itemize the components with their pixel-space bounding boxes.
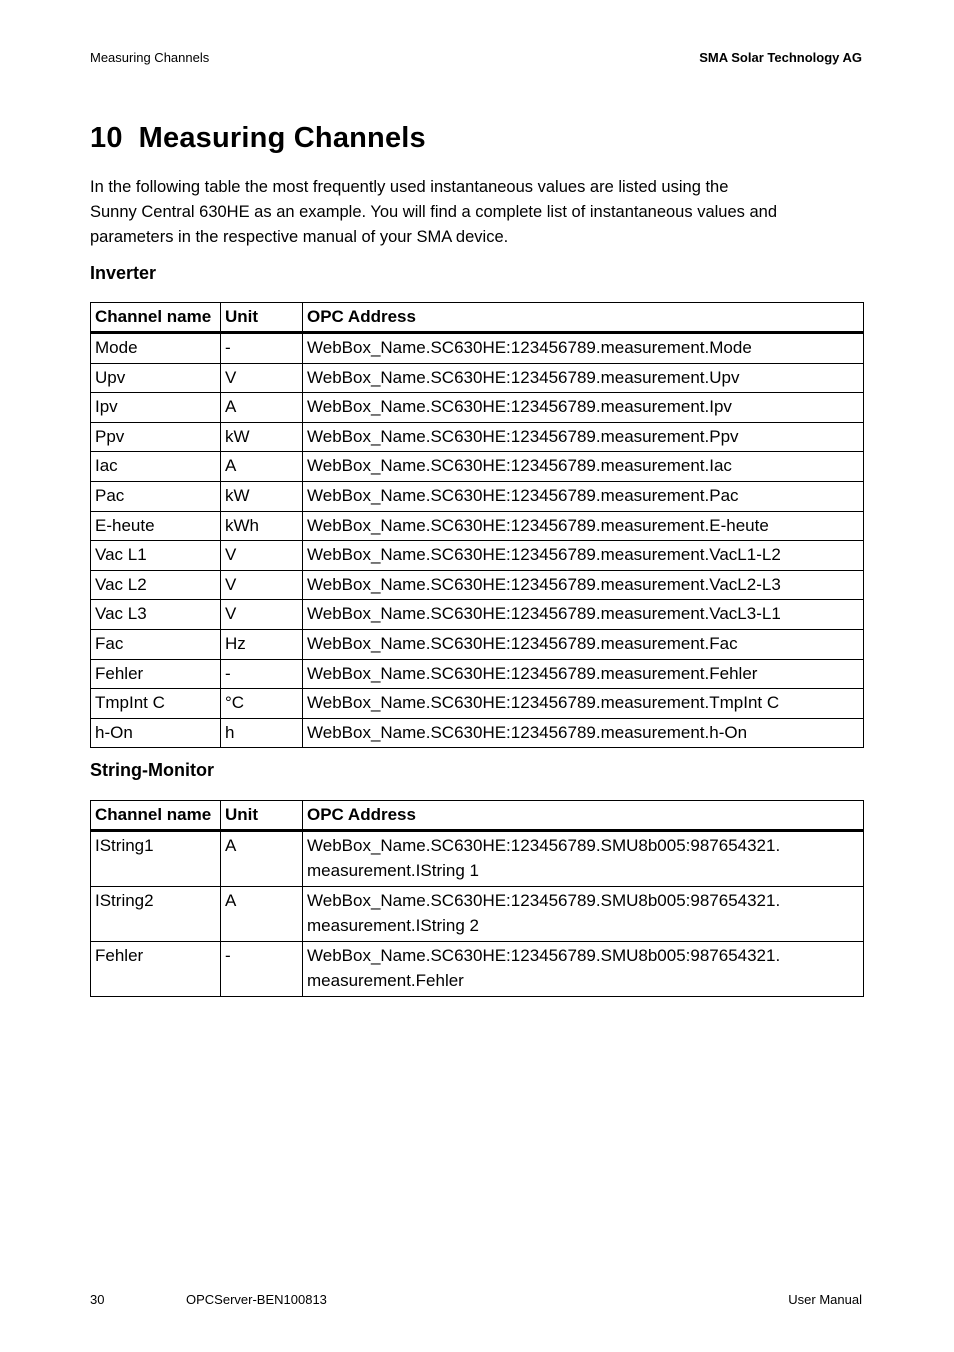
channel-name-cell: Ppv: [91, 422, 221, 452]
table-row: [91, 600, 864, 630]
unit-cell: Hz: [221, 629, 303, 659]
unit-cell: -: [221, 659, 303, 689]
opc-address-cell: WebBox_Name.SC630HE:123456789.measurement.h-On: [303, 718, 864, 748]
intro-line-1: In the following table the most frequently used instantaneous values are listed using the: [90, 178, 729, 196]
unit-cell: -: [221, 333, 303, 364]
unit-cell: V: [221, 570, 303, 600]
unit-cell: -: [221, 942, 303, 997]
opc-address-cell: WebBox_Name.SC630HE:123456789.measurement.VacL3-L1: [303, 600, 864, 630]
opc-address-line: measurement.IString 2: [307, 916, 479, 935]
unit-cell: V: [221, 600, 303, 630]
intro-line-2: Sunny Central 630HE as an example. You will find a complete list of instantaneous values and: [90, 203, 778, 221]
channel-name-cell: TmpInt C: [91, 689, 221, 719]
opc-address-cell: [303, 887, 864, 942]
unit-cell: kWh: [221, 511, 303, 541]
table-row: [91, 511, 864, 541]
opc-address-cell: WebBox_Name.SC630HE:123456789.measurement.Iac: [303, 452, 864, 482]
string-monitor-section-title: String-Monitor: [90, 760, 214, 780]
opc-address-cell: [303, 942, 864, 997]
channel-name-cell: Upv: [91, 363, 221, 393]
opc-address-cell: WebBox_Name.SC630HE:123456789.measurement.TmpInt C: [303, 689, 864, 719]
unit-cell: kW: [221, 422, 303, 452]
opc-address-cell: WebBox_Name.SC630HE:123456789.measurement.E-heute: [303, 511, 864, 541]
opc-address-line: measurement.IString 1: [307, 861, 479, 880]
table-row: [91, 887, 864, 942]
column-header-channel-name: Channel name: [91, 801, 221, 831]
opc-address-cell: WebBox_Name.SC630HE:123456789.measurement.Fac: [303, 629, 864, 659]
page-number: 30: [90, 1292, 105, 1307]
table-row: [91, 942, 864, 997]
opc-address-cell: WebBox_Name.SC630HE:123456789.measurement.Mode: [303, 333, 864, 364]
column-header-unit: Unit: [221, 303, 303, 333]
table-row: [91, 393, 864, 423]
opc-address-cell: WebBox_Name.SC630HE:123456789.measurement.VacL2-L3: [303, 570, 864, 600]
unit-cell: V: [221, 541, 303, 571]
channel-name-cell: h-On: [91, 718, 221, 748]
opc-address-cell: WebBox_Name.SC630HE:123456789.measurement.Ppv: [303, 422, 864, 452]
inverter-channels-table: [90, 302, 864, 748]
table-header-row: [91, 801, 864, 831]
opc-address-cell: WebBox_Name.SC630HE:123456789.measurement.Ipv: [303, 393, 864, 423]
channel-name-cell: IString2: [91, 887, 221, 942]
inverter-section-title: Inverter: [90, 263, 157, 283]
channel-name-cell: Fehler: [91, 659, 221, 689]
unit-cell: A: [221, 831, 303, 887]
unit-cell: h: [221, 718, 303, 748]
chapter-number: 10: [90, 122, 123, 154]
table-row: [91, 831, 864, 887]
table-row: [91, 363, 864, 393]
unit-cell: kW: [221, 481, 303, 511]
channel-name-cell: Pac: [91, 481, 221, 511]
channel-name-cell: Vac L3: [91, 600, 221, 630]
chapter-title: [90, 122, 426, 155]
intro-line-3: parameters in the respective manual of your SMA device.: [90, 228, 509, 246]
opc-address-cell: WebBox_Name.SC630HE:123456789.measurement.Upv: [303, 363, 864, 393]
table-row: [91, 570, 864, 600]
running-header-section: Measuring Channels: [90, 50, 210, 65]
opc-address-cell: WebBox_Name.SC630HE:123456789.measurement.VacL1-L2: [303, 541, 864, 571]
opc-address-cell: [303, 831, 864, 887]
unit-cell: A: [221, 887, 303, 942]
table-row: [91, 659, 864, 689]
opc-address-line: WebBox_Name.SC630HE:123456789.SMU8b005:987654321.: [307, 836, 781, 855]
table-row: [91, 541, 864, 571]
chapter-title-text: Measuring Channels: [138, 122, 426, 154]
opc-address-line: WebBox_Name.SC630HE:123456789.SMU8b005:987654321.: [307, 891, 781, 910]
table-header-row: [91, 303, 864, 333]
column-header-unit: Unit: [221, 801, 303, 831]
channel-name-cell: Vac L2: [91, 570, 221, 600]
intro-paragraph: [90, 175, 870, 250]
unit-cell: °C: [221, 689, 303, 719]
column-header-opc-address: OPC Address: [303, 801, 864, 831]
running-header-company: SMA Solar Technology AG: [699, 50, 862, 65]
channel-name-cell: Fehler: [91, 942, 221, 997]
column-header-opc-address: OPC Address: [303, 303, 864, 333]
unit-cell: A: [221, 393, 303, 423]
opc-address-cell: WebBox_Name.SC630HE:123456789.measurement.Fehler: [303, 659, 864, 689]
string-monitor-channels-table: [90, 800, 864, 997]
table-row: [91, 718, 864, 748]
channel-name-cell: Iac: [91, 452, 221, 482]
channel-name-cell: Ipv: [91, 393, 221, 423]
table-row: [91, 452, 864, 482]
opc-address-cell: WebBox_Name.SC630HE:123456789.measurement.Pac: [303, 481, 864, 511]
channel-name-cell: IString1: [91, 831, 221, 887]
table-row: [91, 629, 864, 659]
document-id: OPCServer-BEN100813: [186, 1292, 327, 1307]
document-type: User Manual: [788, 1292, 862, 1307]
opc-address-line: measurement.Fehler: [307, 971, 464, 990]
channel-name-cell: Mode: [91, 333, 221, 364]
table-row: [91, 333, 864, 364]
table-row: [91, 422, 864, 452]
channel-name-cell: E-heute: [91, 511, 221, 541]
table-row: [91, 689, 864, 719]
column-header-channel-name: Channel name: [91, 303, 221, 333]
table-row: [91, 481, 864, 511]
unit-cell: V: [221, 363, 303, 393]
opc-address-line: WebBox_Name.SC630HE:123456789.SMU8b005:987654321.: [307, 946, 781, 965]
channel-name-cell: Vac L1: [91, 541, 221, 571]
channel-name-cell: Fac: [91, 629, 221, 659]
unit-cell: A: [221, 452, 303, 482]
